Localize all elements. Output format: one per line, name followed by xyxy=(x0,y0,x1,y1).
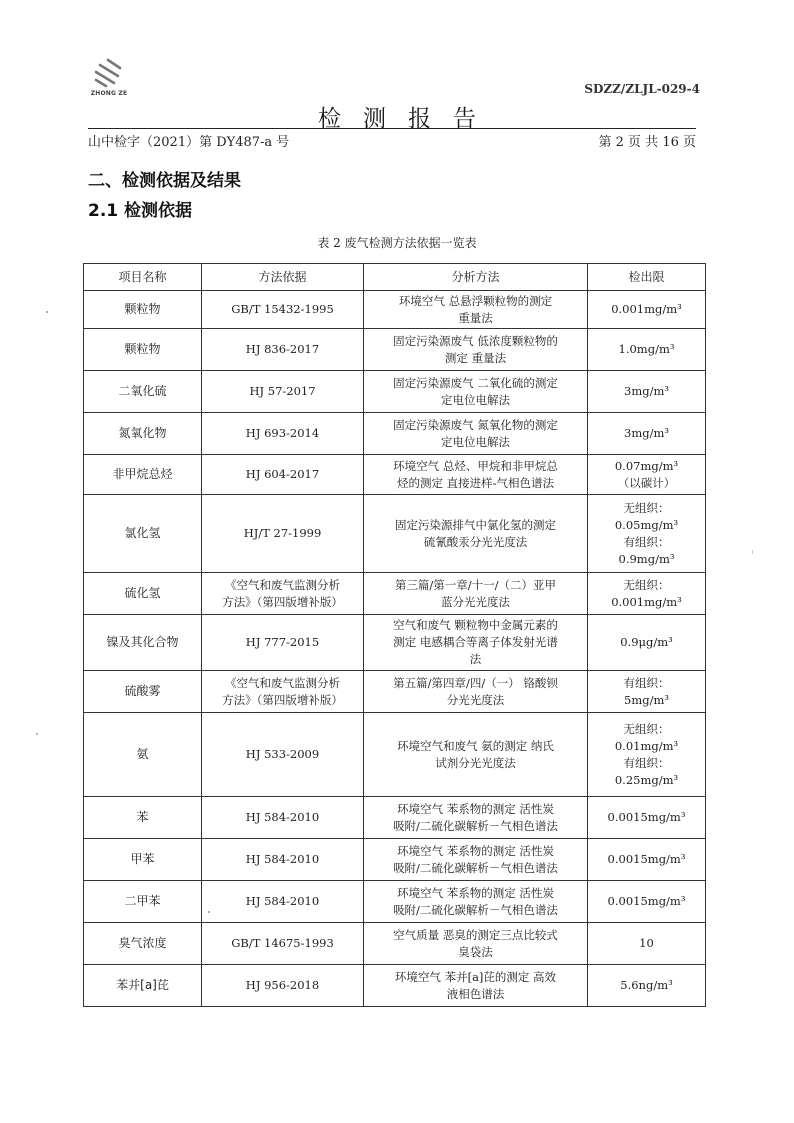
table-row xyxy=(84,455,706,495)
method-cell: 空气和废气 颗粒物中金属元素的 测定 电感耦合等离子体发射光谱 法 xyxy=(364,615,588,671)
method-cell: 环境空气 总悬浮颗粒物的测定 重量法 xyxy=(364,291,588,329)
method-cell: 环境空气和废气 氨的测定 纳氏 试剂分光光度法 xyxy=(364,713,588,797)
scan-speck xyxy=(208,911,210,913)
standard-cell: HJ 604-2017 xyxy=(202,455,364,495)
standard-cell: HJ 57-2017 xyxy=(202,371,364,413)
report-number: 山中检字（2021）第 DY487-a 号 xyxy=(88,135,290,150)
limit-cell: 1.0mg/m³ xyxy=(588,329,706,371)
limit-cell: 0.0015mg/m³ xyxy=(588,839,706,881)
item-name-cell: 氮氧化物 xyxy=(84,413,202,455)
table-row xyxy=(84,615,706,671)
scan-speck xyxy=(46,311,48,313)
limit-cell: 3mg/m³ xyxy=(588,371,706,413)
table-row xyxy=(84,413,706,455)
limit-cell: 3mg/m³ xyxy=(588,413,706,455)
limit-cell: 无组织： 0.001mg/m³ xyxy=(588,573,706,615)
standard-cell: HJ 693-2014 xyxy=(202,413,364,455)
item-name-cell: 颗粒物 xyxy=(84,329,202,371)
subsection-heading: 2.1 检测依据 xyxy=(88,201,193,221)
standard-cell: HJ 584-2010 xyxy=(202,839,364,881)
table-row xyxy=(84,495,706,573)
standard-cell: 《空气和废气监测分析 方法》（第四版增补版） xyxy=(202,671,364,713)
page-indicator: 第 2 页 共 16 页 xyxy=(598,135,696,150)
method-cell: 固定污染源废气 低浓度颗粒物的 测定 重量法 xyxy=(364,329,588,371)
limit-cell: 10 xyxy=(588,923,706,965)
table-row xyxy=(84,839,706,881)
method-cell: 环境空气 苯系物的测定 活性炭 吸附/二硫化碳解析－气相色谱法 xyxy=(364,839,588,881)
table-row xyxy=(84,671,706,713)
table-row xyxy=(84,573,706,615)
item-name-cell: 颗粒物 xyxy=(84,291,202,329)
standard-cell: 《空气和废气监测分析 方法》（第四版增补版） xyxy=(202,573,364,615)
scan-speck xyxy=(36,733,38,735)
company-logo-icon xyxy=(88,58,128,88)
standard-cell: GB/T 14675-1993 xyxy=(202,923,364,965)
company-logo-text: ZHONG ZE xyxy=(90,90,128,97)
method-cell: 环境空气 总烃、甲烷和非甲烷总 烃的测定 直接进样-气相色谱法 xyxy=(364,455,588,495)
method-cell: 环境空气 苯并[a]芘的测定 高效 液相色谱法 xyxy=(364,965,588,1007)
limit-cell: 0.9μg/m³ xyxy=(588,615,706,671)
limit-cell: 0.0015mg/m³ xyxy=(588,881,706,923)
limit-cell: 0.07mg/m³ （以碳计） xyxy=(588,455,706,495)
item-name-cell: 甲苯 xyxy=(84,839,202,881)
method-cell: 环境空气 苯系物的测定 活性炭 吸附/二硫化碳解析－气相色谱法 xyxy=(364,797,588,839)
method-cell: 固定污染源废气 二氧化硫的测定 定电位电解法 xyxy=(364,371,588,413)
limit-cell: 0.001mg/m³ xyxy=(588,291,706,329)
item-name-cell: 二氧化硫 xyxy=(84,371,202,413)
standard-cell: HJ 956-2018 xyxy=(202,965,364,1007)
method-cell: 第五篇/第四章/四/（一） 铬酸钡 分光光度法 xyxy=(364,671,588,713)
item-name-cell: 苯 xyxy=(84,797,202,839)
standard-cell: HJ/T 27-1999 xyxy=(202,495,364,573)
method-cell: 空气质量 恶臭的测定三点比较式 臭袋法 xyxy=(364,923,588,965)
item-name-cell: 氯化氢 xyxy=(84,495,202,573)
header-divider xyxy=(88,128,696,129)
method-cell: 第三篇/第一章/十一/（二）亚甲 蓝分光光度法 xyxy=(364,573,588,615)
standard-cell: HJ 584-2010 xyxy=(202,881,364,923)
report-title: 检测报告 xyxy=(318,106,498,132)
item-name-cell: 非甲烷总烃 xyxy=(84,455,202,495)
item-name-cell: 硫化氢 xyxy=(84,573,202,615)
standard-cell: GB/T 15432-1995 xyxy=(202,291,364,329)
item-name-cell: 硫酸雾 xyxy=(84,671,202,713)
table-row xyxy=(84,797,706,839)
table-row xyxy=(84,923,706,965)
limit-cell: 有组织： 5mg/m³ xyxy=(588,671,706,713)
table-header-row xyxy=(84,264,706,291)
scan-speck xyxy=(752,550,753,554)
column-header-limit: 检出限 xyxy=(588,264,706,291)
limit-cell: 无组织： 0.01mg/m³ 有组织： 0.25mg/m³ xyxy=(588,713,706,797)
limit-cell: 无组织： 0.05mg/m³ 有组织： 0.9mg/m³ xyxy=(588,495,706,573)
method-cell: 环境空气 苯系物的测定 活性炭 吸附/二硫化碳解析－气相色谱法 xyxy=(364,881,588,923)
limit-cell: 5.6ng/m³ xyxy=(588,965,706,1007)
table-row xyxy=(84,291,706,329)
table-row xyxy=(84,371,706,413)
detection-method-table xyxy=(83,263,706,1007)
column-header-item: 项目名称 xyxy=(84,264,202,291)
method-cell: 固定污染源废气 氮氧化物的测定 定电位电解法 xyxy=(364,413,588,455)
standard-cell: HJ 584-2010 xyxy=(202,797,364,839)
limit-cell: 0.0015mg/m³ xyxy=(588,797,706,839)
item-name-cell: 二甲苯 xyxy=(84,881,202,923)
table-row xyxy=(84,329,706,371)
document-code: SDZZ/ZLJL-029-4 xyxy=(584,82,700,96)
standard-cell: HJ 777-2015 xyxy=(202,615,364,671)
table-row xyxy=(84,965,706,1007)
table-caption: 表 2 废气检测方法依据一览表 xyxy=(317,236,477,250)
table-row xyxy=(84,713,706,797)
item-name-cell: 镍及其化合物 xyxy=(84,615,202,671)
standard-cell: HJ 836-2017 xyxy=(202,329,364,371)
item-name-cell: 臭气浓度 xyxy=(84,923,202,965)
item-name-cell: 苯并[a]芘 xyxy=(84,965,202,1007)
column-header-standard: 方法依据 xyxy=(202,264,364,291)
section-heading: 二、检测依据及结果 xyxy=(88,171,241,191)
table-row xyxy=(84,881,706,923)
standard-cell: HJ 533-2009 xyxy=(202,713,364,797)
method-cell: 固定污染源排气中氯化氢的测定 硫氰酸汞分光光度法 xyxy=(364,495,588,573)
item-name-cell: 氨 xyxy=(84,713,202,797)
column-header-method: 分析方法 xyxy=(364,264,588,291)
